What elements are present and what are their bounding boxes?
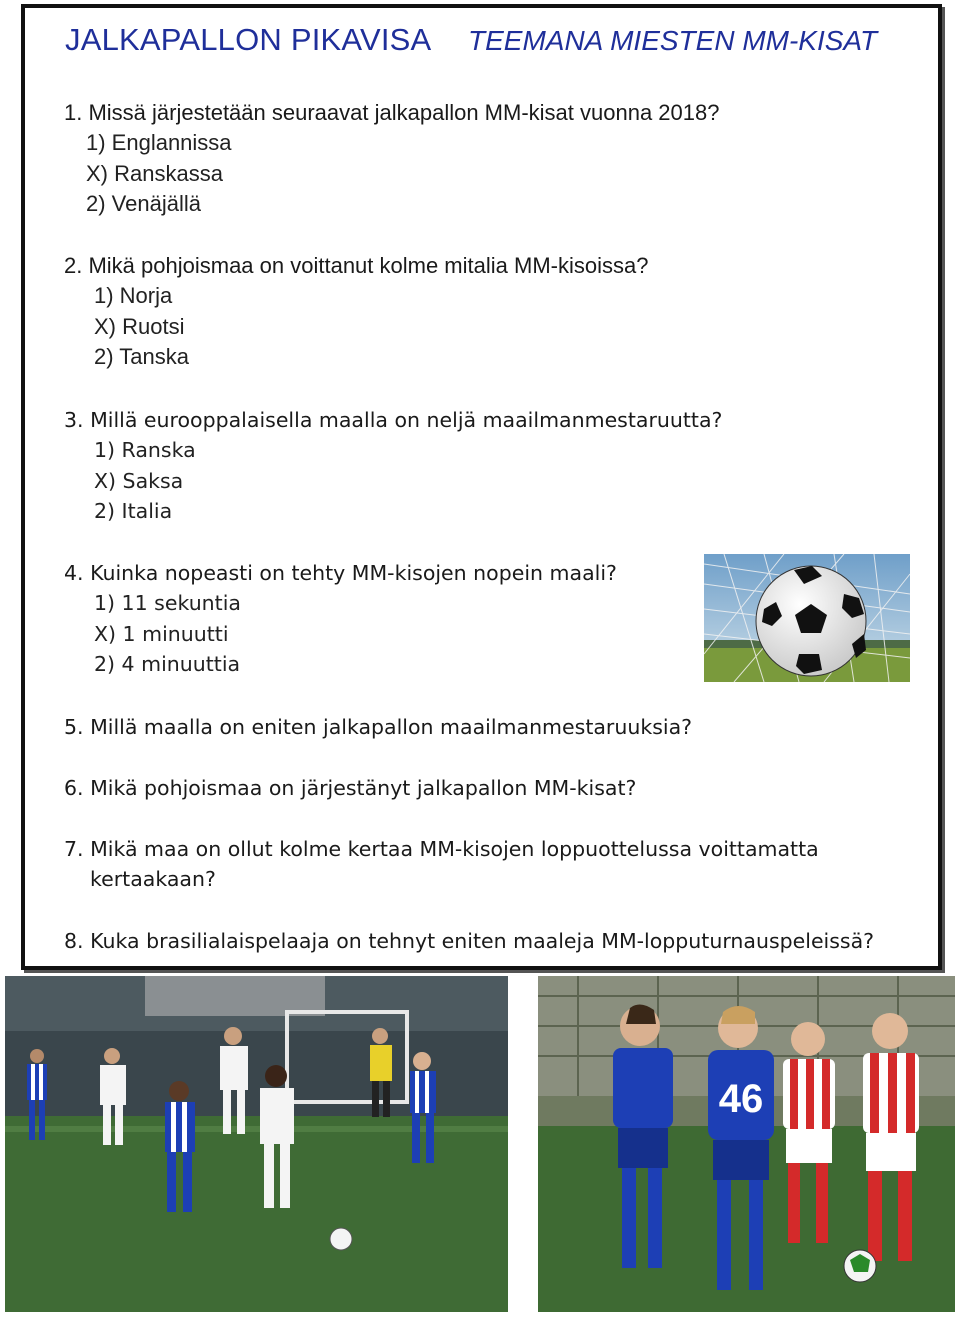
jersey-number: 46: [718, 1077, 764, 1121]
question-7-text: 7. Mikä maa on ollut kolme kertaa MM-kisojen loppuottelussa voittamatta: [64, 837, 819, 861]
question-5-text: 5. Millä maalla on eniten jalkapallon maailmanmestaruuksia?: [64, 715, 693, 739]
question-2-text: 2. Mikä pohjoismaa on voittanut kolme mitalia MM-kisoissa?: [64, 253, 649, 278]
question-1: [64, 98, 719, 220]
quiz-title: JALKAPALLON PIKAVISA: [65, 22, 432, 57]
question-1-text: 1. Missä järjestetään seuraavat jalkapallon MM-kisat vuonna 2018?: [64, 100, 720, 125]
question-5: [64, 712, 692, 742]
question-6-text: 6. Mikä pohjoismaa on järjestänyt jalkapallon MM-kisat?: [64, 776, 637, 800]
question-4-option-1: 1) 11 sekuntia: [94, 591, 241, 615]
question-2: [64, 251, 648, 373]
question-8-text: 8. Kuka brasilialaispelaaja on tehnyt eniten maaleja MM-lopputurnauspeleissä?: [64, 929, 875, 953]
question-4-option-x: X) 1 minuutti: [94, 621, 229, 646]
question-3-option-x: X) Saksa: [94, 468, 184, 493]
question-4-option-2: 2) 4 minuuttia: [94, 652, 241, 676]
question-7: [64, 834, 819, 894]
question-2-option-2: 2) Tanska: [94, 344, 189, 369]
question-3-text: 3. Millä eurooppalaisella maalla on neljä maailmanmestaruutta?: [64, 408, 723, 432]
question-3: [64, 405, 722, 527]
question-4: [64, 558, 617, 680]
question-8: [64, 926, 874, 956]
question-2-option-x: X) Ruotsi: [94, 313, 185, 339]
soccer-ball-net-photo: [704, 554, 910, 682]
question-2-option-1: 1) Norja: [94, 283, 173, 308]
question-6: [64, 773, 636, 803]
players-photo-left: [5, 976, 508, 1312]
question-4-text: 4. Kuinka nopeasti on tehty MM-kisojen nopein maali?: [64, 561, 617, 585]
question-3-option-1: 1) Ranska: [94, 438, 196, 462]
question-7-text-continued: kertaakaan?: [90, 867, 216, 891]
players-photo-right: [538, 976, 955, 1312]
quiz-theme: TEEMANA MIESTEN MM-KISAT: [468, 25, 878, 56]
question-3-option-2: 2) Italia: [94, 499, 173, 523]
question-1-option-1: 1) Englannissa: [86, 130, 232, 155]
quiz-box: [21, 4, 942, 970]
question-1-option-x: X) Ranskassa: [86, 160, 223, 186]
question-1-option-2: 2) Venäjällä: [86, 191, 201, 216]
